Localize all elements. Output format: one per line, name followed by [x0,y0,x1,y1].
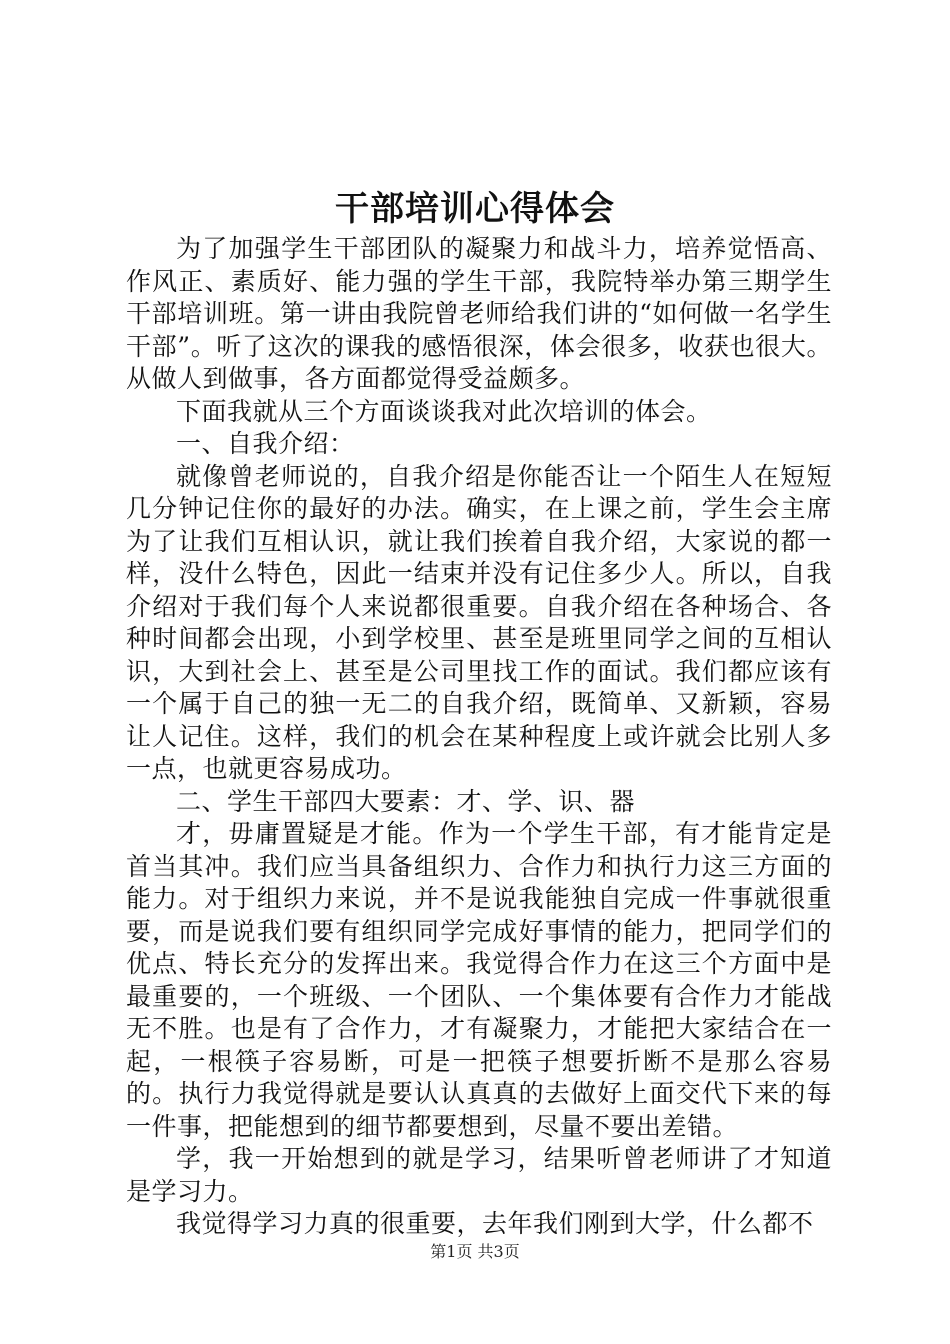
paragraph: 我觉得学习力真的很重要，去年我们刚到大学，什么都不 [176,1209,814,1238]
section-heading: 二、学生干部四大要素：才、学、识、器 [176,786,636,816]
page-number-footer: 第1页 共3页 [430,1242,520,1261]
document-body [126,233,832,1241]
paragraph: 学，我一开始想到的就是学习，结果听曾老师讲了才知道是学习力。 [126,1144,832,1206]
section-heading: 一、自我介绍： [176,429,355,458]
paragraph: 才，毋庸置疑是才能。作为一个学生干部，有才能肯定是首当其冲。我们应当具备组织力、合作力和执行力这三方面的能力。对于组织力来说，并不是说我能独自完成一件事就很重要，而是说我们要有组织同学完成好事情的能力，把同学们的优点、特长充分的发挥出来。我觉得合作力在这三个方面中是最重要的，一个班级、一个团队、一个集体要有合作力才能战无不胜。也是有了合作力，才有凝聚力，才能把大家结合在一起，一根筷子容易断，可是一把筷子想要折断不是那么容易的。执行力我觉得就是要认认真真的去做好上面交代下来的每一件事，把能想到的细节都要想到，尽量不要出差错。 [126,819,832,1141]
paragraph: 就像曾老师说的，自我介绍是你能否让一个陌生人在短短几分钟记住你的最好的办法。确实，在上课之前，学生会主席为了让我们互相认识，就让我们挨着自我介绍，大家说的都一样，没什么特色，因此一结束并没有记住多少人。所以，自我介绍对于我们每个人来说都很重要。自我介绍在各种场合、各种时间都会出现，小到学校里、甚至是班里同学之间的互相认识，大到社会上、甚至是公司里找工作的面试。我们都应该有一个属于自己的独一无二的自我介绍，既简单、又新颖，容易让人记住。这样，我们的机会在某种程度上或许就会比别人多一点，也就更容易成功。 [126,461,832,783]
document-title: 干部培训心得体会 [335,189,615,229]
paragraph: 下面我就从三个方面谈谈我对此次培训的体会。 [176,396,712,426]
paragraph: 为了加强学生干部团队的凝聚力和战斗力，培养觉悟高、作风正、素质好、能力强的学生干部，我院特举办第三期学生干部培训班。第一讲由我院曾老师给我们讲的“如何做一名学生干部”。听了这次的课我的感悟很深，体会很多，收获也很大。从做人到做事，各方面都觉得受益颇多。 [126,234,832,393]
